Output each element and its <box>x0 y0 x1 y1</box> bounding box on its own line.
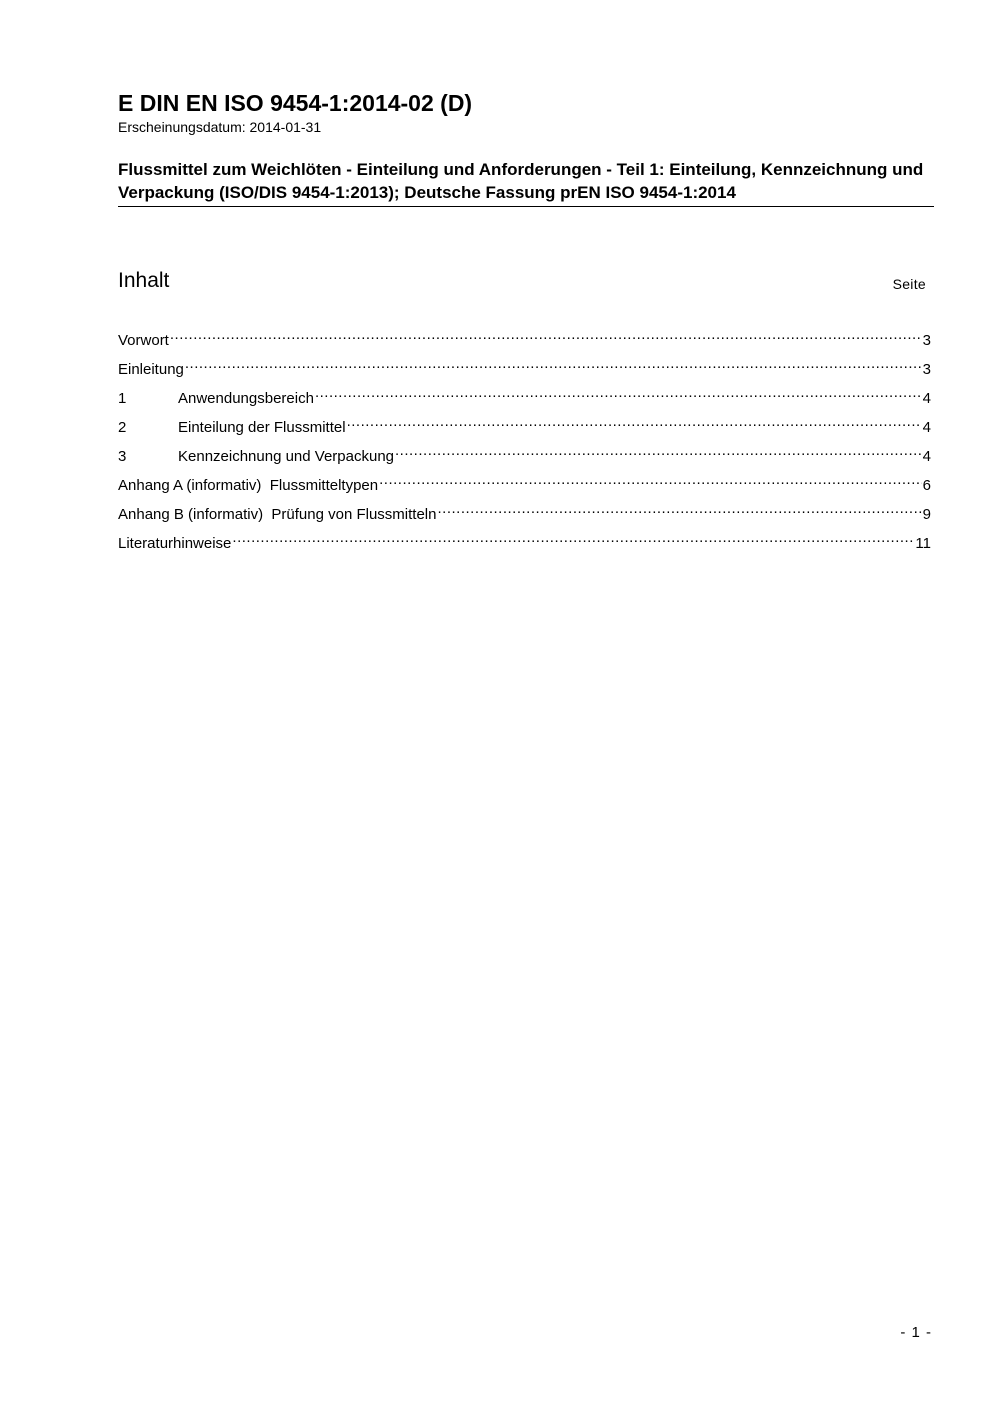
document-id: E DIN EN ISO 9454-1:2014-02 (D) <box>118 90 473 116</box>
toc-entry-text: Einteilung der Flussmittel <box>178 419 346 436</box>
toc-dot-leader <box>170 325 922 345</box>
toc-entry-text: Einleitung <box>118 361 184 378</box>
toc-entry-einleitung[interactable] <box>118 354 931 383</box>
toc-dot-leader <box>232 528 914 548</box>
toc-dot-leader <box>185 354 922 374</box>
toc-entry-anhang-b[interactable] <box>118 499 931 528</box>
toc-page-label: Seite <box>892 276 926 292</box>
toc-dot-leader <box>379 470 922 490</box>
toc-entry-page: 6 <box>922 477 931 494</box>
toc-entry-text: Anhang B (informativ) Prüfung von Flussmitteln <box>118 506 437 523</box>
toc-entry-literaturhinweise[interactable] <box>118 528 931 557</box>
document-title: Flussmittel zum Weichlöten - Einteilung und Anforderungen - Teil 1: Einteilung, Kennzeichnung und Verpackung (ISO/DIS 9454-1:2013); Deutsche Fassung prEN ISO 9454-1:2014 <box>118 158 934 207</box>
publication-date: Erscheinungsdatum: 2014-01-31 <box>118 119 322 135</box>
toc-entry-page: 3 <box>922 361 931 378</box>
page-number: - 1 - <box>900 1324 932 1341</box>
toc-entry-text: Anwendungsbereich <box>178 390 314 407</box>
toc-dot-leader <box>437 499 921 519</box>
toc-entry-page: 11 <box>915 535 931 552</box>
toc-entry-anwendungsbereich[interactable] <box>118 383 931 412</box>
toc-entry-vorwort[interactable] <box>118 325 931 354</box>
toc-entry-text: Vorwort <box>118 332 169 349</box>
toc-entry-page: 4 <box>922 419 931 436</box>
toc-entry-text: Anhang A (informativ) Flussmitteltypen <box>118 477 379 494</box>
toc-entry-kennzeichnung[interactable] <box>118 441 931 470</box>
toc-dot-leader <box>347 412 922 432</box>
toc-entry-number: 3 <box>118 448 127 465</box>
toc-heading: Inhalt <box>118 269 170 292</box>
toc-entry-number: 1 <box>118 390 127 407</box>
toc-entry-number: 2 <box>118 419 127 436</box>
toc-dot-leader <box>395 441 922 461</box>
toc-entry-text: Literaturhinweise <box>118 535 232 552</box>
toc-entry-page: 4 <box>922 390 931 407</box>
toc-entry-anhang-a[interactable] <box>118 470 931 499</box>
document-header <box>118 88 934 136</box>
toc-entry-text: Kennzeichnung und Verpackung <box>178 448 395 465</box>
toc-dot-leader <box>315 383 922 403</box>
toc-entry-page: 4 <box>922 448 931 465</box>
table-of-contents <box>118 325 931 557</box>
toc-entry-page: 9 <box>922 506 931 523</box>
toc-entry-einteilung[interactable] <box>118 412 931 441</box>
toc-entry-page: 3 <box>922 332 931 349</box>
